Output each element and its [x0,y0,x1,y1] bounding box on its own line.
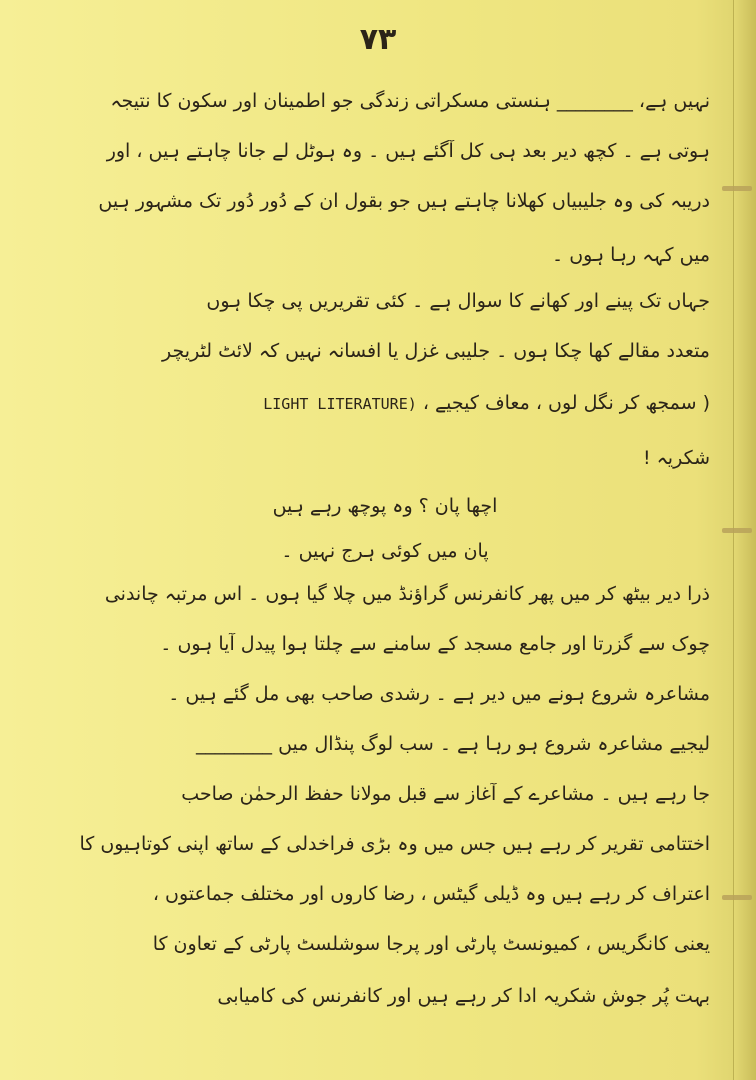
text-line: میں کہہ رہا ہوں ۔ [552,244,710,266]
text-line-centered: اچھا پان ؟ وہ پوچھ رہے ہیں [272,495,498,517]
text-line: نہیں ہے، ________ ہنستی مسکراتی زندگی جو اطمینان اور سکون کا نتیجہ [110,90,710,112]
binding-staple [722,528,752,533]
text-line: متعدد مقالے کھا چکا ہوں ۔ جلیبی غزل یا افسانہ نہیں کہ لائٹ لٹریچر [162,340,710,362]
text-line: ( سمجھ کر نگل لوں ، معاف کیجیے ، [422,392,710,414]
text-line: ذرا دیر بیٹھ کر میں پھر کانفرنس گراؤنڈ میں چلا گیا ہوں ۔ اس مرتبہ چاندنی [104,583,710,605]
text-line: جہاں تک پینے اور کھانے کا سوال ہے ۔ کئی تقریریں پی چکا ہوں [206,290,710,312]
text-line: اعتراف کر رہے ہیں وہ ڈیلی گیٹس ، رضا کاروں اور مختلف جماعتوں ، [152,883,710,905]
binding-staple [722,186,752,191]
text-line: اختتامی تقریر کر رہے ہیں جس میں وہ بڑی فراخدلی کے ساتھ اپنی کوتاہیوں کا [79,833,710,855]
text-line: شکریہ ! [643,447,710,469]
text-line: چوک سے گزرتا اور جامع مسجد کے سامنے سے چلتا ہوا پیدل آیا ہوں ۔ [160,633,710,655]
text-line: ہوتی ہے ۔ کچھ دیر بعد ہی کل آگئے ہیں ۔ وہ ہوٹل لے جانا چاہتے ہیں ، اور [106,140,710,162]
text-line: دریبہ کی وہ جلیبیاں کھلانا چاہتے ہیں جو بقول ان کے دُور دُور تک مشہور ہیں [98,190,710,212]
text-line: لیجیے مشاعرہ شروع ہو رہا ہے ۔ سب لوگ پنڈال میں ________ [196,733,710,755]
text-line: بہت پُر جوش شکریہ ادا کر رہے ہیں اور کانفرنس کی کامیابی [217,985,710,1007]
text-line: مشاعرہ شروع ہونے میں دیر ہے ۔ رشدی صاحب بھی مل گئے ہیں ۔ [168,683,710,705]
text-line: جا رہے ہیں ۔ مشاعرے کے آغاز سے قبل مولانا حفظ الرحمٰن صاحب [181,783,710,805]
page-binding [733,0,756,1080]
text-line-mixed [60,392,710,414]
text-line-centered: پان میں کوئی ہرج نہیں ۔ [281,540,489,562]
binding-staple [722,895,752,900]
english-phrase: LIGHT LITERATURE) [263,395,417,413]
text-line: یعنی کانگریس ، کمیونسٹ پارٹی اور پرجا سوشلسٹ پارٹی کے تعاون کا [152,933,710,955]
page-number: ۷۳ [359,22,397,57]
